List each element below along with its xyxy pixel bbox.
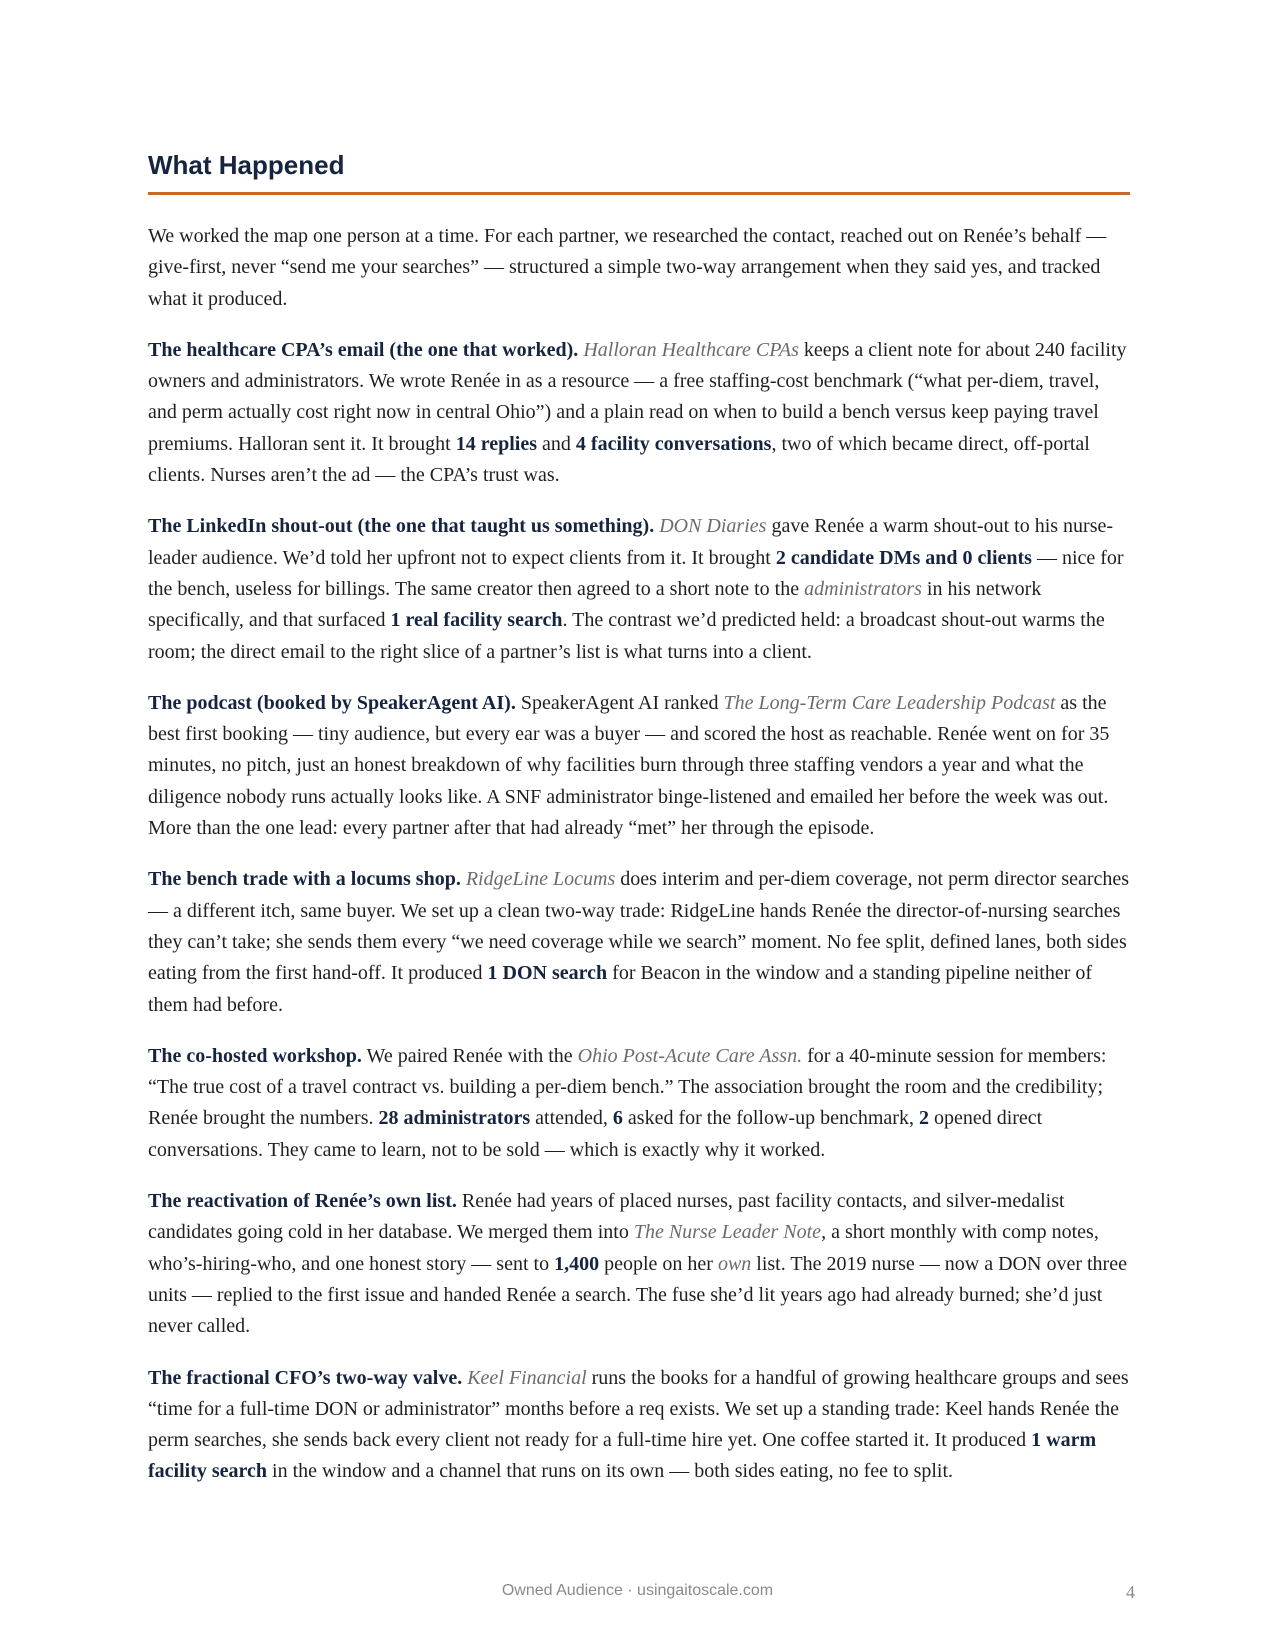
body-text: Renée had years of placed nurses, past facility contacts, and silver-medalist candidates going cold in her database. We merged them into (148, 1190, 1065, 1244)
partner-name: Ohio Post-Acute Care Assn. (577, 1044, 803, 1067)
paragraph-lead: The LinkedIn shout-out (the one that taught us something). (148, 515, 655, 538)
emphasis-text: own (717, 1252, 752, 1275)
paragraph-cfo (148, 1363, 1130, 1488)
body-text: , a short monthly with comp notes, who’s-hiring-who, and one honest story — sent to (148, 1221, 1099, 1275)
body-text: , two of which became direct, off-portal clients. Nurses aren’t the ad — the CPA’s trust was. (148, 432, 1090, 487)
heading-rule (148, 192, 1130, 195)
body-text: list. The 2019 nurse — now a DON over three units — replied to the first issue and handed Renée a search. The fuse she’d lit years ago had already burned; she’d just never called. (148, 1252, 1127, 1338)
body-text: We paired Renée with the (361, 1044, 578, 1067)
partner-name: Halloran Healthcare CPAs (583, 338, 799, 361)
body-text: — nice for the bench, useless for billings. The same creator then agreed to a short note to the (148, 546, 1124, 600)
body-text: opened direct conversations. They came to learn, not to be sold — which is exactly why it worked. (148, 1107, 1043, 1161)
paragraph-reactivation (148, 1186, 1130, 1342)
stat-highlight: 2 candidate DMs and 0 clients (775, 546, 1032, 569)
body-text: keeps a client note for about 240 facility owners and administrators. We wrote Renée in as a resource — a free staffing-cost benchmark (“what per-diem, travel, and perm actually cost right now in central Ohio”) and a plain read on when to build a bench versus keep paying travel premiums. Halloran sent it. It brought (148, 338, 1127, 455)
body-text: in the window and a channel that runs on its own — both sides eating, no fee to split. (267, 1460, 954, 1483)
page-body (148, 148, 1130, 1508)
paragraph-lead: The podcast (booked by SpeakerAgent AI). (148, 691, 516, 714)
partner-name: The Long-Term Care Leadership Podcast (723, 691, 1056, 714)
stat-highlight: 4 facility conversations (575, 432, 772, 455)
partner-name: RidgeLine Locums (465, 868, 616, 891)
body-text: runs the books for a handful of growing healthcare groups and sees “time for a full-time DON or administrator” months before a req exists. We set up a standing trade: Keel hands Renée the perm searches, she sends back every client not ready for a full-time hire yet. One coffee started it. It produced (148, 1366, 1129, 1452)
body-text: in his network specifically, and that surfaced (148, 577, 1042, 632)
page-footer: Owned Audience · usingaitoscale.com (501, 1582, 774, 1599)
paragraph-linkedin (148, 511, 1130, 667)
stat-highlight: 1 DON search (487, 962, 608, 985)
paragraph-lead: The reactivation of Renée’s own list. (148, 1190, 457, 1213)
body-text: people on her (599, 1252, 718, 1275)
body-text: for Beacon in the window and a standing pipeline neither of them had before. (148, 962, 1093, 1016)
emphasis-text: administrators (804, 577, 922, 600)
stat-highlight: 14 replies (455, 432, 538, 455)
paragraph-locums (148, 864, 1130, 1020)
paragraph-lead: The fractional CFO’s two-way valve. (148, 1366, 463, 1389)
paragraph-cpa-email (148, 335, 1130, 491)
section-heading: What Happened (148, 150, 345, 180)
stat-highlight: 1,400 (554, 1252, 600, 1275)
paragraph-podcast (148, 688, 1130, 844)
paragraph-workshop (148, 1041, 1130, 1166)
body-text: does interim and per-diem coverage, not perm director searches — a different itch, same buyer. We set up a clean two-way trade: RidgeLine hands Renée the director-of-nursing searches they can’t take; she sends them every “we need coverage while we search” moment. No fee split, defined lanes, both sides eating from the first hand-off. It produced (148, 868, 1130, 985)
body-text: and (537, 432, 576, 455)
stat-highlight: 1 real facility search (390, 609, 563, 632)
body-text: for a 40-minute session for members: “The true cost of a travel contract vs. building a per-diem bench.” The association brought the room and the credibility; Renée brought the numbers. (148, 1044, 1107, 1130)
paragraph-lead: The co-hosted workshop. (148, 1044, 362, 1067)
stat-highlight: 1 warm facility search (148, 1429, 1097, 1483)
page-number: 4 (1126, 1582, 1135, 1602)
body-text: . The contrast we’d predicted held: a broadcast shout-out warms the room; the direct email to the right slice of a partner’s list is what turns into a client. (148, 609, 1105, 663)
stat-highlight: 6 (612, 1107, 623, 1130)
paragraph-lead: The healthcare CPA’s email (the one that worked). (148, 338, 579, 361)
partner-name: Keel Financial (467, 1366, 587, 1389)
body-text: as the best first booking — tiny audience, but every ear was a buyer — and scored the host as reachable. Renée went on for 35 minutes, no pitch, just an honest breakdown of why facilities burn through three staffing vendors a year and what the diligence nobody runs actually looks like. A SNF administrator binge-listened and emailed her before the week was out. More than the one lead: every partner after that had already “met” her through the episode. (148, 691, 1110, 840)
stat-highlight: 28 administrators (378, 1107, 531, 1130)
body-text: attended, (530, 1107, 613, 1130)
paragraph-lead: The bench trade with a locums shop. (148, 868, 461, 891)
body-text: SpeakerAgent AI ranked (515, 691, 724, 714)
body-text: gave Renée a warm shout-out to his nurse-leader audience. We’d told her upfront not to expect clients from it. It brought (148, 515, 1114, 569)
partner-name: The Nurse Leader Note (633, 1221, 822, 1244)
partner-name: DON Diaries (659, 515, 767, 538)
intro-paragraph: We worked the map one person at a time. For each partner, we researched the contact, reached out on Renée’s behalf — give-first, never “send me your searches” — structured a simple two-way arrangement when they said yes, and tracked what it produced. (148, 225, 1107, 310)
body-text: asked for the follow-up benchmark, (622, 1107, 919, 1130)
stat-highlight: 2 (918, 1107, 929, 1130)
